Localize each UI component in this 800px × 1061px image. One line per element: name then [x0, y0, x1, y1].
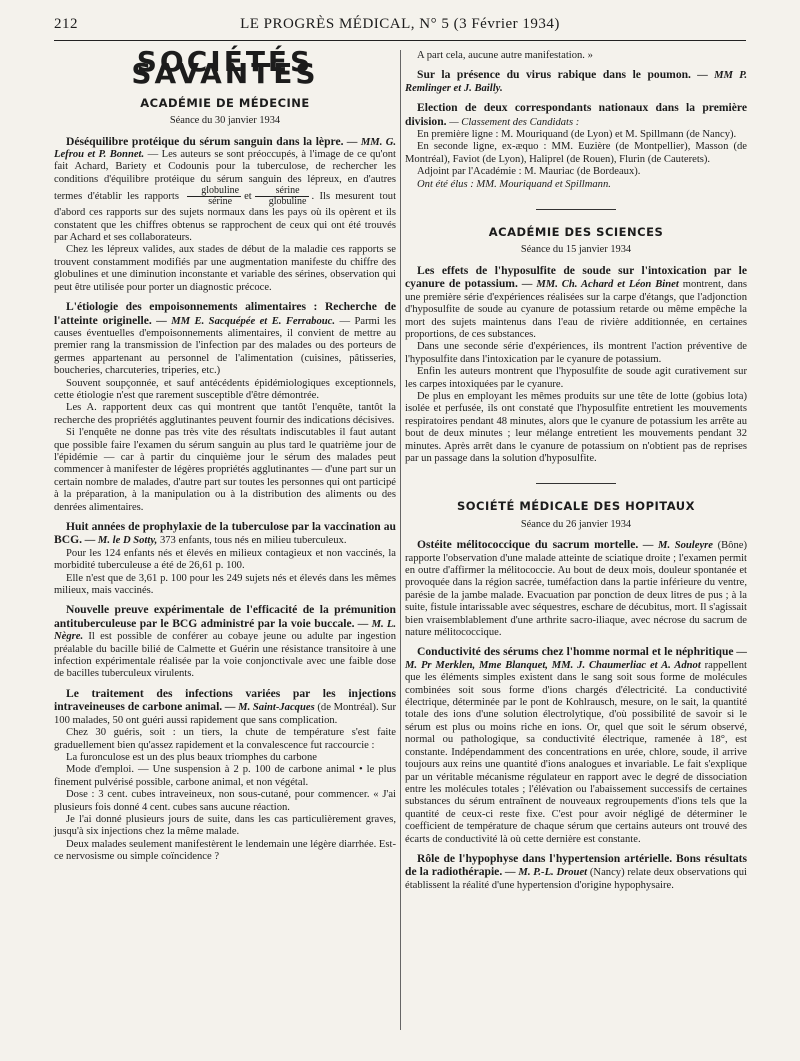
- article-paragraph: Enfin les auteurs montrent que l'hyposulfite de soude agit curativement sur les carpes intoxiquées par le cyanure.: [405, 366, 747, 390]
- article-title: Les effets de l'hyposulfite de soude sur l'intoxication par le cyanure de potassium.: [405, 263, 747, 291]
- main-title: SOCIÉTÉS SAVANTES: [131, 45, 319, 91]
- article-carbone: Le traitement des infections variées par les injections intraveineuses de carbone animal. — M. Saint-Jacques (de Montréal). Sur 100 malades, 50 ont guéri aussi rapidement que sans complication. Chez 30 guéris, soit : un tiers, la chute de température s'est faite graduellement bien qu'assez rapidement et la convalescence fut raccourcie : La furonculose est un des plus beaux triomphes du carbone Mode d'emploi. — Une suspension à 2 p. 100 de carbone animal • le plus finement pulvérisé possible, carbone animal, et non végétal. Dose : 3 cent. cubes intraveineux, non sous-cutané, pour commencer. « J'ai plusieurs fois donné 4 cent. cubes sans aucune réaction. Je l'ai donné plusieurs jours de suite, dans les cas particulièrement graves, jusqu'à six injections chez la même malade. Deux malades seulement manifestèrent le lendemain une légère diarrhée. Est-ce nervosisme ou simple coïncidence ?: [54, 686, 396, 863]
- section-title-societe-medicale: SOCIÉTÉ MÉDICALE DES HOPITAUX: [457, 499, 695, 514]
- article-paragraph: Mode d'emploi. — Une suspension à 2 p. 100 de carbone animal • le plus finement pulvérisé possible, carbone animal, et non végétal.: [54, 764, 396, 788]
- section-divider: [536, 209, 616, 210]
- article-hyposulfite: Les effets de l'hyposulfite de soude sur l'intoxication par le cyanure de potassium. — MM. Ch. Achard et Léon Binet montrent, dans une première série d'expériences réalisées sur la carpe d'étangs, que l'adjonction d'hyposulfite de soude au cyanure de potassium retarde ou même empêche la mort des sujets maintenus dans l'eau de rivière additionnée, en certaines proportions, de ces substances. Dans une seconde série d'expériences, ils montrent l'action préventive de l'hyposulfite dans l'intoxication par le cyanure de potassium. Enfin les auteurs montrent que l'hyposulfite de soude agit curativement sur les carpes intoxiquées par le cyanure. De plus en employant les mêmes produits sur une tête de lotte (gobius lota) isolée et perfusée, ils ont constaté que l'hyposulfite entretient les mouvements respiratoires pendant 48 minutes, alors que le cyanure de potassium les arrête au bout de deux minutes ; leur mélange entretient les mouvements pendant 32 minutes. Après arrêt dans le cyanure de potassium on n'obtient pas de reprises par un passage dans la solution d'hyposulfite.: [405, 263, 747, 464]
- article-title: Le traitement des infections variées par les injections intraveineuses de carbone animal.: [54, 686, 396, 714]
- article-virus-rabique: [405, 69, 747, 95]
- section-title-academie-medecine: ACADÉMIE DE MÉDECINE: [140, 95, 310, 110]
- article-paragraph: Dose : 3 cent. cubes intraveineux, non sous-cutané, pour commencer. « J'ai plusieurs fois donné 4 cent. cubes sans aucune réaction.: [54, 789, 396, 813]
- article-paragraph: Elle n'est que de 3,61 p. 100 pour les 249 sujets nés et élevés dans les mêmes milieux, mais vaccinés.: [54, 572, 396, 597]
- article-paragraph: De plus en employant les mêmes produits sur une tête de lotte (gobius lota) isolée et perfusée, ils ont constaté que l'hyposulfite entretient les mouvements respiratoires pendant 48 minutes, alors que le cyanure de potassium les arrête au bout de deux minutes ; leur mélange entretient les mouvements pendant 32 minutes. Après arrêt dans le cyanure de potassium on n'obtient pas de reprises par un passage dans la solution d'hyposulfite.: [405, 390, 747, 464]
- running-header: [54, 16, 746, 38]
- article-hypophyse: Rôle de l'hypophyse dans l'hypertension artérielle. Bons résultats de la radiothérapie. — M. P.-L. Drouet (Nancy) relate deux observations qui établissent la réalité d'une hypertension d'origine hypophysaire.: [405, 851, 747, 891]
- article-authors: — MM. Ch. Achard et Léon Binet: [521, 279, 679, 291]
- article-paragraph: Pour les 124 enfants nés et élevés en milieux contagieux et non vaccinés, la morbidité tuberculeuse a été de 26,61 p. 100.: [54, 547, 396, 572]
- column-separator: [400, 50, 401, 1030]
- article-paragraph: Dans une seconde série d'expériences, ils montrent l'action préventive de l'hyposulfite dans l'intoxication par le cyanure de potassium.: [405, 341, 747, 365]
- article-lepre: Déséquilibre protéique du sérum sanguin dans la lèpre. — MM. G. Lefrou et P. Bonnet. — Les auteurs se sont préoccupés, à l'image de ce qu'ont fait Achard, Bariety et Codounis pour la tuberculose, de rechercher les conditions d'équilibre protéique du sérum sanguin des lépreux, en d'autres termes d'établir les rapports $\frac{\text{globuline}}{\text{sérine}}$ et $\frac{\text{sérine}}{\text{globuline}}$ . Ils mesurent tout d'abord ces rapports sur des sujets normaux dans les pays où ils opèrent et ils constatent que les chiffres obtenus se rapprochent de ceux qui ont été trouvés par Achard et ses collaborateurs. Chez les lépreux valides, aux stades de début de la maladie ces rapports se trouvent constamment modifiés par une augmentation manifeste du chiffre des globulines et une diminution inconstante et variable des sérines, observation qui peut être utilisée pour porter un diagnostic précoce.: [54, 134, 397, 293]
- article-paragraph: Les A. rapportent deux cas qui montrent que tantôt l'enquête, tantôt la recherche des propriétés agglutinantes peuvent fournir des indications décisives.: [54, 402, 396, 426]
- section-date: Séance du 26 janvier 1934: [520, 518, 632, 530]
- right-column: [405, 50, 747, 892]
- article-title: Election de deux correspondants nationaux dans la première division.: [405, 101, 747, 128]
- article-conductivite: Conductivité des sérums chez l'homme normal et le néphritique — M. Pr Merklen, Mme Blanquet, MM. J. Chaumerliac et A. Adnot rappellent que les éléments simples existent dans le sang soit sous forme de molécules combinées soit sous forme d'ions chargés d'électricité. La conductivité électrique, déterminée par le pont de Kohlrausch, mesure, on le sait, la quantité totale des ions d'une solution électrolytique, d'où possibilité de savoir si le sérum est plus ou moins riche en ions. Or, quel que soit le sérum observé, normal ou pathologique, sa conductivité électrique, ramenée à 18°, est constante. Indépendamment des concentrations en urée, chlore, soude, il arrive toujours aux reins une quantité d'ions analogues et invariable. Le fait s'explique par un véritable mécanisme régulateur en rapport avec le degré de dissociation entre les molécules totales ; l'élévation ou l'abaissement successifs de certaines substances du sérum entraînent de nouveaux regroupements d'ions tels que la quantité de ceux-ci reste fixe. C'est pour avoir négligé de déterminer le coefficient de température de chaque sérum que certains auteurs ont trouvé des écarts de conductivité là où cette dernière est constante.: [405, 645, 747, 845]
- article-bcg: Huit années de prophylaxie de la tuberculose par la vaccination au BCG. — M. le D Sotty, 373 enfants, tous nés en milieu tuberculeux. Pour les 124 enfants nés et élevés en milieux contagieux et non vaccinés, la morbidité tuberculeuse a été de 26,61 p. 100. Elle n'est que de 3,61 p. 100 pour les 249 sujets nés et élevés dans les mêmes milieux, mais vaccinés.: [54, 520, 396, 597]
- article-empoisonnements: L'étiologie des empoisonnements alimentaires : Recherche de l'atteinte originelle. — MM E. Sacquépée et E. Ferrabouc. — Parmi les causes éventuelles d'empoisonnements alimentaires, il convient de mettre au premier rang la transmission de l'infection par des malades ou des porteurs de germes appartenant au personnel de l'alimentation (cuisines, pâtisseries, boucheries, charcuteries, triperies, etc.) Souvent soupçonnée, et sauf antécédents épidémiologiques exceptionnels, cette étiologie n'est que rarement susceptible d'être démontrée. Les A. rapportent deux cas qui montrent que tantôt l'enquête, tantôt la recherche des propriétés agglutinantes peuvent fournir des indications décisives. Si l'enquête ne donne pas très vite des résultats indiscutables il faut autant que possible faire l'examen du sérum sanguin au plus tard le quatrième jour de l'épidémie — car à partir du cinquième jour le sérum des malades peut commencer à manifester de légères propriétés agglutinantes — d'une part sur un certain nombre de malades, d'autre part sur toutes les personnes qui ont participé à la préparation, à la manipulation ou à la distribution des aliments ou des denrées alimentaires.: [54, 300, 397, 513]
- article-text: — Les auteurs se sont préoccupés, à l'image de ce qu'ont fait Achard, Bariety et Codounis pour la tuberculose, de rechercher les conditions d'équilibre protéique du sérum sanguin des lépreux, en d'autres termes d'établir les rapports: [54, 149, 396, 203]
- article-paragraph: Chez 30 guéris, soit : un tiers, la chute de température s'est faite graduellement bien qu'assez rapidement et la convalescence fut raccourcie :: [54, 727, 396, 751]
- article-paragraph: Chez les lépreux valides, aux stades de début de la maladie ces rapports se trouvent constamment modifiés par une augmentation manifeste du chiffre des globulines et une diminution inconstante et variable des sérines, observation qui peut être utilisée pour porter un diagnostic précoce.: [54, 244, 396, 293]
- article-title: Nouvelle preuve expérimentale de l'efficacité de la prémunition antituberculeuse par le BCG administré par la voie buccale.: [54, 603, 396, 630]
- article-authors: — M. le D Sotty,: [84, 535, 158, 547]
- fraction-serine-globuline: $\frac{\text{sérine}}{\text{globuline}}$: [255, 186, 309, 207]
- header-rule: [54, 40, 746, 41]
- section-divider: [536, 483, 616, 484]
- running-title: LE PROGRÈS MÉDICAL, N° 5 (3 Février 1934): [240, 16, 560, 32]
- article-authors: — MM P. Remlinger et J. Bailly.: [405, 70, 747, 94]
- article-premunition: Nouvelle preuve expérimentale de l'efficacité de la prémunition antituberculeuse par le BCG administré par la voie buccale. — M. L. Nègre. Il est possible de conférer au cobaye jeune ou adulte par ingestion préalable du bacille bilié de Calmette et Guérin une résistance transitoire à une infection expérimentale réalisée par la voie conjonctivale avec une faible dose de bacilles tuberculeux virulents.: [54, 603, 397, 680]
- article-authors: — M. Souleyre: [642, 540, 713, 552]
- article-paragraph: Si l'enquête ne donne pas très vite des résultats indiscutables il faut autant que possible faire l'examen du sérum sanguin au plus tard le quatrième jour de l'épidémie — car à partir du cinquième jour le sérum des malades peut commencer à manifester de légères propriétés agglutinantes — d'une part sur un certain nombre de malades, d'autre part sur toutes les personnes qui ont participé à la préparation, à la manipulation ou à la distribution des aliments ou des denrées alimentaires.: [54, 427, 396, 513]
- page-number: 212: [54, 16, 78, 32]
- section-title-academie-sciences: ACADÉMIE DES SCIENCES: [488, 225, 664, 240]
- article-paragraph: En première ligne : M. Mouriquand (de Lyon) et M. Spillmann (de Nancy).: [417, 129, 737, 141]
- fraction-globuline-serine: $\frac{\text{globuline}}{\text{sérine}}$: [187, 186, 241, 207]
- article-title: Rôle de l'hypophyse dans l'hypertension artérielle. Bons résultats de la radiothérapie.: [405, 851, 747, 879]
- article-authors: — M. L. Nègre.: [54, 618, 397, 643]
- article-paragraph: Adjoint par l'Académie : M. Mauriac (de Bordeaux).: [417, 166, 641, 178]
- article-paragraph: Je l'ai donné plusieurs jours de suite, dans les cas particulièrement graves, jusqu'à six injections chez la même malade.: [54, 813, 396, 838]
- article-paragraph: La furonculose est un des plus beaux triomphes du carbone: [66, 751, 317, 763]
- article-paragraph: Souvent soupçonnée, et sauf antécédents épidémiologiques exceptionnels, cette étiologie n'est que rarement susceptible d'être démontrée.: [54, 377, 396, 401]
- article-authors: — MM E. Sacquépée et E. Ferrabouc.: [156, 315, 335, 327]
- article-continuation: A part cela, aucune autre manifestation. »: [417, 50, 593, 61]
- article-title: Sur la présence du virus rabique dans le poumon.: [417, 68, 691, 82]
- article-paragraph: En seconde ligne, ex-æquo : MM. Euzière (de Montpellier), Masson (de Montréal), Faviot (de Lyon), Haliprel (de Rouen), Flurin (de Cauterets).: [405, 141, 747, 165]
- section-date: Séance du 30 janvier 1934: [169, 115, 281, 127]
- article-authors: — M. P.-L. Drouet: [505, 867, 588, 879]
- article-title: Huit années de prophylaxie de la tuberculose par la vaccination au BCG.: [54, 520, 396, 547]
- section-date: Séance du 15 janvier 1934: [520, 244, 632, 256]
- left-column: [54, 45, 397, 864]
- article-authors: — M. Saint-Jacques: [224, 702, 315, 714]
- article-osteite: Ostéite mélitococcique du sacrum mortelle. — M. Souleyre (Bône) rapporte l'observation d'une malade atteinte de sciatique droite ; l'examen permit en outre d'affirmer la mélitococcie. Au bout de deux mois, douleur spontanée et provoquée dans la région sacrée, tuméfaction dans la partie inférieure du ventre, parésie de la jambe malade. Evacuation par ponction de deux litres de pus ; à la suite, fistule intarissable avec séquestres, eschare de décubitus, mort. Il s'agissait bien vraisemblablement d'une arthrite sacro-iliaque, avec nécrose du sacrum de nature mélitococcique.: [405, 538, 747, 639]
- article-title: Conductivité des sérums chez l'homme normal et le néphritique: [417, 645, 734, 659]
- article-authors: — MM. G. Lefrou et P. Bonnet.: [54, 136, 396, 161]
- article-title: Ostéite mélitococcique du sacrum mortelle.: [417, 538, 639, 552]
- article-title: Déséquilibre protéique du sérum sanguin dans la lèpre.: [66, 134, 344, 148]
- article-paragraph: Ont été élus : MM. Mouriquand et Spillmann.: [417, 178, 611, 190]
- article-authors: — M. Pr Merklen, Mme Blanquet, MM. J. Chaumerliac et A. Adnot: [405, 647, 747, 671]
- article-election: Election de deux correspondants nationaux dans la première division. — Classement des Candidats : En première ligne : M. Mouriquand (de Lyon) et M. Spillmann (de Nancy). En seconde ligne, ex-æquo : MM. Euzière (de Montpellier), Masson (de Montréal), Faviot (de Lyon), Haliprel (de Rouen), Flurin (de Cauterets). Adjoint par l'Académie : M. Mauriac (de Bordeaux). Ont été élus : MM. Mouriquand et Spillmann.: [405, 101, 747, 190]
- article-paragraph: Deux malades seulement manifestèrent le lendemain une légère diarrhée. Est-ce nervosisme ou simple coïncidence ?: [54, 838, 396, 863]
- article-title: L'étiologie des empoisonnements alimentaires : Recherche de l'atteinte originelle.: [54, 300, 396, 327]
